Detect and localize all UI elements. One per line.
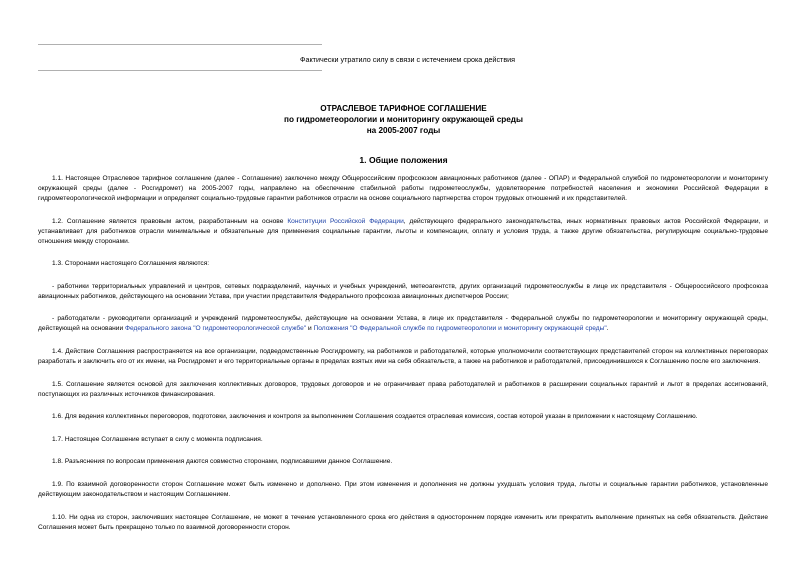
paragraph-1-1: 1.1. Настоящее Отраслевое тарифное соглашение (далее - Соглашение) заключено между Общероссийским профсоюзом авиационных работников (далее - ОПАР) и Федеральной службой по гидрометеорологии и мониторингу окружающей среды (далее - Росгидромет) на 2005-2007 годы, направлено на обеспечение стабильной работы гидрометеослужбы, удовлетворение потребностей населения и экономики Российской Федерации в гидрометеорологической информации и определяет социально-трудовые гарантии работников отрасли на основе социального партнерства сторон трудовых отношений и их представителей. (38, 175, 768, 202)
paragraph-text: и (306, 325, 314, 333)
top-divider (38, 44, 322, 45)
paragraph-1-3: 1.3. Сторонами настоящего Соглашения являются: (52, 260, 210, 268)
paragraph-1-6: 1.6. Для ведения коллективных переговоров, подготовки, заключения и контроля за выполнением Соглашения создается отраслевая комиссия, состав которой указан в приложении к настоящему Соглашению. (52, 413, 698, 421)
paragraph-text: . (606, 325, 609, 333)
paragraph-text: 1.2. Соглашение является правовым актом, разработанным на основе (52, 217, 288, 225)
paragraph-text: - работодатели - руководители организаций и учреждений гидрометеослужбы, действующие на основании Устава, в лице их представителя - Федеральной службы по гидрометеорологии и мониторингу окружающей среды, действующей на основании (38, 315, 768, 333)
paragraph-1-4: 1.4. Действие Соглашения распространяется на все организации, подведомственные Росгидромету, на работников и работодателей, которые уполномочили соответствующих представителей сторон на коллективных переговорах разработать и заключить его от их имени, на Росгидромет и его территориальные органы в пределах взятых ими на себя обязательств, а также на работников и работодателей, присоединившихся к Соглашению после его заключения. (38, 347, 768, 365)
title-line-2: по гидрометеорологии и мониторингу окружающей среды (284, 115, 523, 124)
paragraph-employers (38, 314, 768, 334)
paragraph-workers: - работники территориальных управлений и центров, сетевых подразделений, научных и учебных учреждений, метеоагентств, других организаций гидрометеослужбы в лице их представителя - Общероссийского профсоюза авиационных работников, действующего на основании Устава, при участии представителя Федерального профсоюза авиационных диспетчеров России; (38, 282, 768, 300)
title-line-3: на 2005-2007 годы (366, 126, 441, 135)
document-status-note: Фактически утратило силу в связи с истечением срока действия (300, 55, 516, 64)
regulation-link[interactable]: Положения "О Федеральной службе по гидрометеорологии и мониторингу окружающей среды" (313, 325, 607, 333)
paragraph-1-2 (38, 217, 768, 247)
document-body (38, 174, 768, 545)
section-heading: 1. Общие положения (359, 155, 448, 165)
paragraph-1-7: 1.7. Настоящее Соглашение вступает в силу с момента подписания. (52, 435, 263, 443)
paragraph-1-8: 1.8. Разъяснения по вопросам применения даются совместно сторонами, подписавшими данное Соглашение. (52, 458, 393, 466)
paragraph-1-5: 1.5. Соглашение является основой для заключения коллективных договоров, трудовых договоров и не ограничивает права работодателей и работников в расширении социальных гарантий и льгот в пределах ассигнований, поступающих из различных источников финансирования. (38, 380, 768, 398)
title-line-1: ОТРАСЛЕВОЕ ТАРИФНОЕ СОГЛАШЕНИЕ (320, 104, 487, 113)
document-title (0, 103, 807, 136)
constitution-link[interactable]: Конституции Российской Федерации (287, 217, 404, 225)
paragraph-1-10: 1.10. Ни одна из сторон, заключивших настоящее Соглашение, не может в течение установленного срока его действия в одностороннем порядке изменить или прекратить выполнение принятых на себя обязательств. Действие Соглашения может быть прекращено только по взаимной договоренности сторон. (38, 513, 768, 531)
status-divider (38, 70, 322, 71)
paragraph-text: , действующего федерального законодательства, иных нормативных правовых актов Российской Федерации, и устанавливает для работников отрасли минимальные и обязательные для применения социальные гарантии, льготы и компенсации, оплату и условия труда, а также другие обязательства, регулирующие социально-трудовые отношения между сторонами. (38, 217, 768, 245)
federal-law-link[interactable]: Федерального закона "О гидрометеорологической службе" (125, 325, 307, 333)
paragraph-1-9: 1.9. По взаимной договоренности сторон Соглашение может быть изменено и дополнено. При этом изменения и дополнения не должны ухудшать условия труда, льготы и социальные гарантии работников, установленные действующим законодательством и настоящим Соглашением. (38, 480, 768, 498)
